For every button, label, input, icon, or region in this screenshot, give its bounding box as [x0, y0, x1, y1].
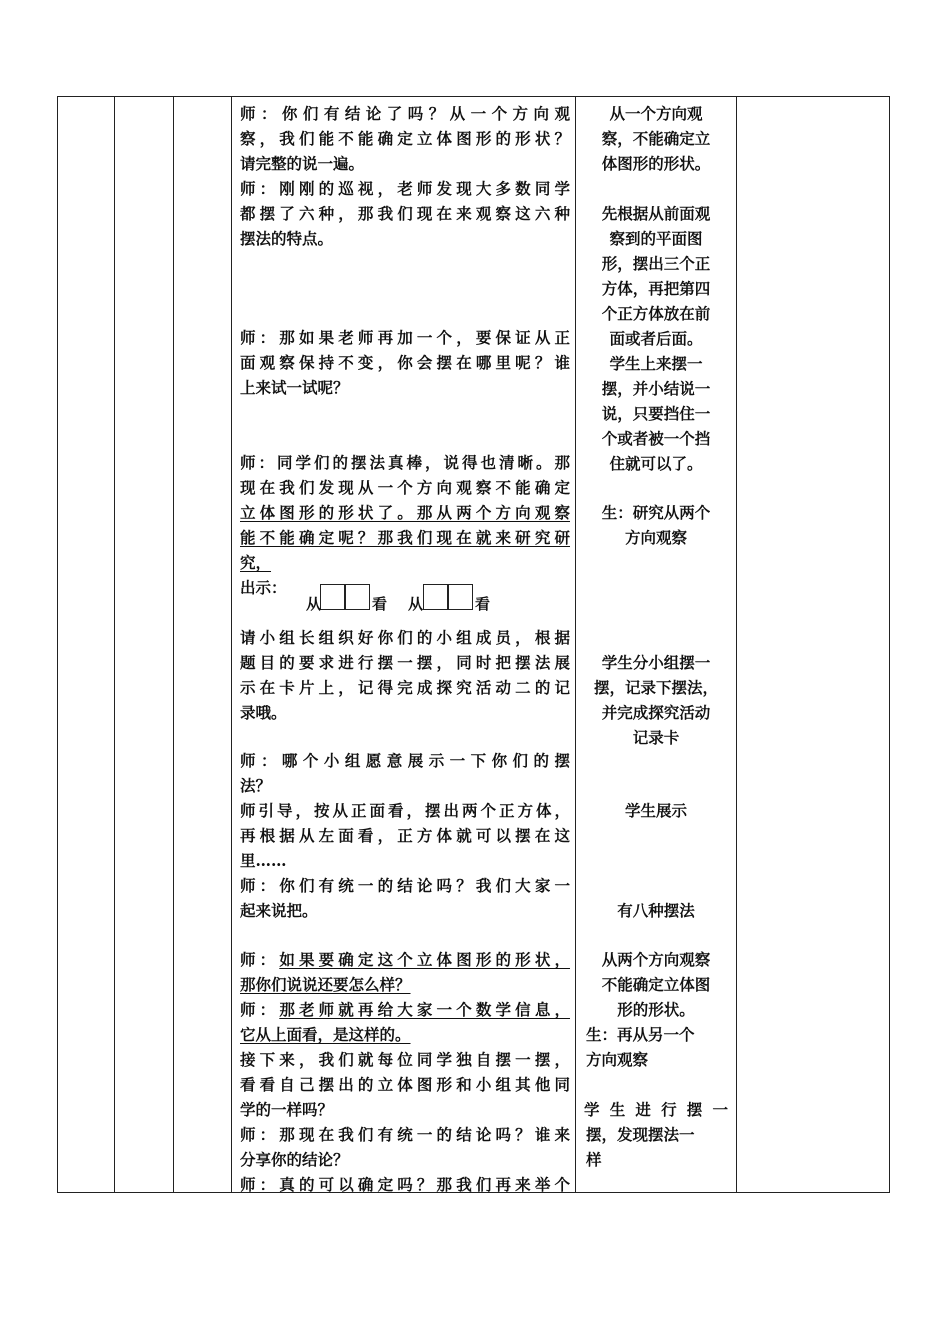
teacher-line: 录哦。: [240, 703, 287, 722]
teacher-line: 师：你们有统一的结论吗？我们大家一: [240, 876, 570, 895]
teacher-line: 师：那如果老师再加一个，要保证从正: [240, 328, 570, 347]
teacher-line: 题目的要求进行摆一摆，同时把摆法展: [240, 653, 570, 672]
teacher-line: 看看自己摆出的立体图形和小组其他同: [240, 1075, 570, 1094]
student-line: 体图形的形状。: [601, 154, 711, 173]
teacher-line: 分享你的结论？: [240, 1150, 349, 1169]
student-line: 学生展示: [624, 801, 687, 820]
front-view-square-1: [320, 584, 345, 610]
student-line: 形，摆出三个正: [601, 254, 711, 273]
student-line: 样: [586, 1150, 602, 1169]
teacher-line: 那你们说说还要怎么样？: [240, 975, 411, 994]
teacher-line: 示在卡片上，记得完成探究活动二的记: [240, 678, 570, 697]
teacher-line: 里……: [240, 851, 287, 870]
teacher-line: 接下来，我们就每位同学独自摆一摆，: [240, 1050, 570, 1069]
student-activity-column: [576, 97, 736, 1192]
left-view-square-2: [448, 584, 473, 610]
teacher-line: 察，我们能不能确定立体图形的形状？: [240, 129, 570, 148]
teacher-line: 起来说把。: [240, 901, 318, 920]
student-line: 摆，并小结说一: [601, 379, 711, 398]
student-line: 学生分小组摆一: [601, 653, 711, 672]
teacher-line-prefix: 师：: [240, 950, 280, 969]
teacher-line: 再根据从左面看，正方体就可以摆在这: [240, 826, 570, 845]
student-line: 有八种摆法: [617, 901, 695, 920]
student-line: 并完成探究活动: [601, 703, 711, 722]
front-view-caption-tail: 看: [372, 595, 388, 613]
teacher-line: 师：你们有结论了吗？从一个方向观: [240, 104, 570, 123]
student-line: 面或者后面。: [609, 329, 703, 348]
teacher-line: 师：那现在我们有统一的结论吗？谁来: [240, 1125, 570, 1144]
student-line: 个正方体放在前: [601, 304, 711, 323]
column-divider-1: [114, 97, 115, 1192]
teacher-line: 立体图形的形状了。那从两个方向观察: [240, 503, 570, 522]
teacher-line: 学的一样吗？: [240, 1100, 334, 1119]
teacher-line: 师：刚刚的巡视，老师发现大多数同学: [240, 179, 570, 198]
teacher-line-underlined: 如果要确定这个立体图形的形状，: [279, 950, 570, 969]
teacher-line: 上来试一试呢？: [240, 378, 349, 397]
teacher-line: 出示：: [240, 578, 287, 597]
teacher-line-underlined: 那老师就再给大家一个数学信息，: [279, 1000, 570, 1019]
column-divider-5: [736, 97, 737, 1192]
teacher-line: 面观察保持不变，你会摆在哪里呢？谁: [240, 353, 570, 372]
teacher-line: 能不能确定呢？那我们现在就来研究研: [240, 528, 570, 547]
teacher-line: 师：哪个小组愿意展示一下你们的摆: [240, 751, 570, 770]
student-line: 摆，发现摆法一: [586, 1125, 695, 1144]
left-view-caption: 从: [408, 595, 424, 613]
student-line: 说，只要挡住一: [601, 404, 711, 423]
student-line: 不能确定立体图: [601, 975, 711, 994]
lesson-table: [57, 96, 890, 1193]
student-line: 从一个方向观: [609, 104, 703, 123]
teacher-line: [240, 997, 570, 1022]
student-line: 学生上来摆一: [609, 354, 703, 373]
student-line: 学生进行摆一: [584, 1100, 728, 1119]
teacher-line: 现在我们发现从一个方向观察不能确定: [240, 478, 570, 497]
teacher-line: [240, 947, 570, 972]
teacher-activity-column: [240, 97, 570, 1192]
left-view-caption-tail: 看: [475, 595, 491, 613]
column-divider-2: [173, 97, 174, 1192]
student-line: 生：再从另一个: [586, 1025, 695, 1044]
student-line: 住就可以了。: [609, 454, 703, 473]
left-view-square-1: [423, 584, 448, 610]
teacher-line: 都摆了六种，那我们现在来观察这六种: [240, 204, 570, 223]
student-line: 摆，记录下摆法，: [593, 678, 718, 697]
student-line: 察，不能确定立: [601, 129, 711, 148]
column-divider-3: [231, 97, 232, 1192]
teacher-line: 法？: [240, 776, 272, 795]
front-view-caption: 从: [306, 595, 322, 613]
student-line: 方向观察: [624, 528, 687, 547]
teacher-line: 师：同学们的摆法真棒，说得也清晰。那: [240, 453, 570, 472]
student-line: 形的形状。: [617, 1000, 695, 1019]
teacher-line-prefix: 师：: [240, 1000, 280, 1019]
student-line: 生：研究从两个: [601, 503, 711, 522]
view-diagram: [240, 584, 570, 614]
student-line: 从两个方向观察: [601, 950, 711, 969]
student-line: 先根据从前面观: [601, 204, 711, 223]
student-line: 方向观察: [586, 1050, 649, 1069]
student-line: 个或者被一个挡: [601, 429, 711, 448]
teacher-line: 究，: [240, 553, 272, 572]
teacher-line: 它从上面看，是这样的。: [240, 1025, 411, 1044]
front-view-square-2: [345, 584, 370, 610]
teacher-line: 摆法的特点。: [240, 229, 334, 248]
teacher-line: 请完整的说一遍。: [240, 154, 365, 173]
student-line: 记录卡: [632, 728, 680, 747]
teacher-line: 师引导，按从正面看，摆出两个正方体，: [240, 801, 570, 820]
student-line: 察到的平面图: [609, 229, 703, 248]
teacher-line: 请小组长组织好你们的小组成员，根据: [240, 628, 570, 647]
teacher-line: 师：真的可以确定吗？那我们再来举个: [240, 1175, 570, 1192]
student-line: 方体，再把第四: [601, 279, 711, 298]
